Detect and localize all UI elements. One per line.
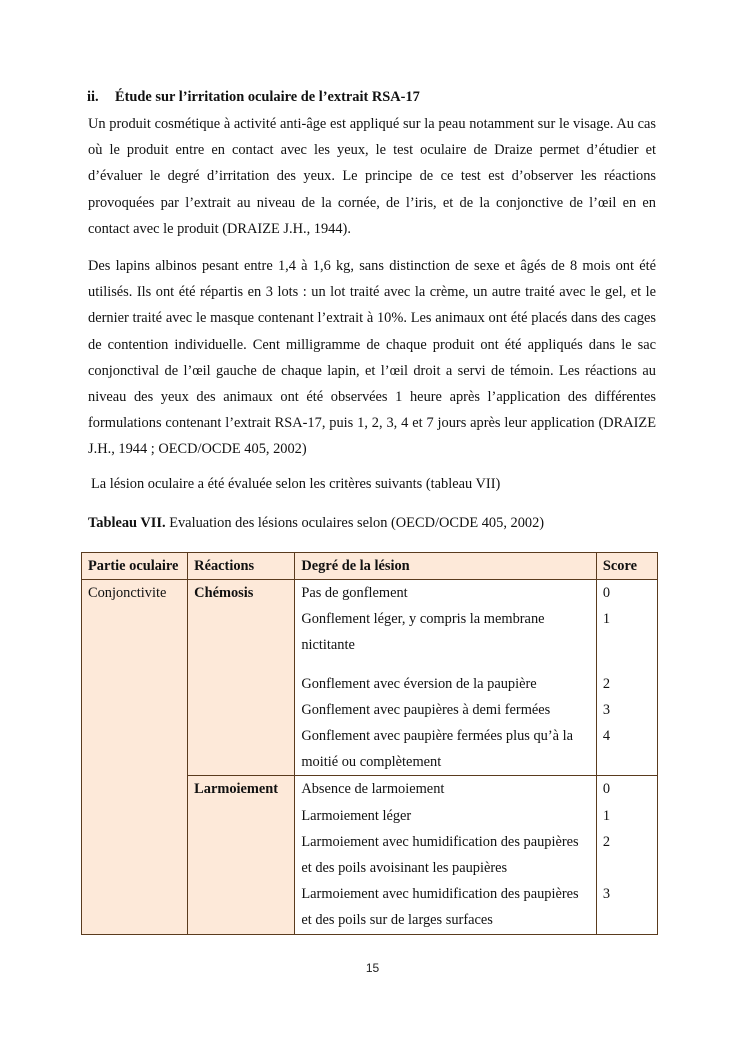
table-row-chemosis bbox=[82, 580, 658, 776]
section-heading bbox=[87, 87, 420, 107]
degree-line: Gonflement léger, y compris la membrane nictitante bbox=[301, 611, 545, 654]
cell-partie-oculaire bbox=[82, 580, 188, 935]
header-degre-lesion: Degré de la lésion bbox=[295, 553, 597, 580]
score-value: 4 bbox=[602, 727, 611, 744]
score-value: 1 bbox=[602, 611, 611, 628]
score-value: 0 bbox=[602, 585, 611, 601]
score-value: 1 bbox=[602, 807, 611, 824]
degree-line: Larmoiement avec humidification des paupières et des poils sur de larges surfaces bbox=[301, 886, 579, 929]
header-score: Score bbox=[596, 553, 657, 580]
score-value: 3 bbox=[602, 886, 611, 903]
degree-line: Gonflement avec paupière fermées plus qu’à la moitié ou complètement bbox=[301, 728, 574, 771]
score-value: 2 bbox=[602, 675, 611, 692]
degree-line: Larmoiement avec humidification des paupières et des poils avoisinant les paupières bbox=[301, 833, 579, 877]
score-value: 3 bbox=[602, 701, 611, 718]
paragraph-intro: Un produit cosmétique à activité anti-âge est appliqué sur la peau notamment sur le visage. Au cas où le produit entre en contact avec les yeux, le test oculaire de Draize permet d’étudier et d’évaluer le degré d’irritation des yeux. Le principe de ce test est d’observer les réactions provoquées par l’extrait au niveau de la cornée, de l’iris, et de la conjonctive de l’œil en en contact avec le produit (DRAIZE J.H., 1944). bbox=[88, 116, 656, 237]
degree-line: Pas de gonflement bbox=[301, 585, 408, 601]
cell-degrees-larmoiement bbox=[295, 776, 597, 934]
cell-reaction-larmoiement bbox=[188, 776, 295, 934]
cell-scores-larmoiement bbox=[596, 776, 657, 934]
reaction-label: Larmoiement bbox=[194, 781, 279, 798]
score-value: 2 bbox=[602, 833, 611, 850]
score-value: 0 bbox=[602, 781, 611, 798]
degree-line: Gonflement avec paupières à demi fermées bbox=[301, 701, 551, 718]
paragraph-method: Des lapins albinos pesant entre 1,4 à 1,6 kg, sans distinction de sexe et âgés de 8 mois ont été utilisés. Ils ont été répartis en 3 lots : un lot traité avec la crème, un autre traité avec le gel, et le dernier traité avec le masque contenant l’extrait à 10%. Les animaux ont été placés dans des cages de contention individuelle. Cent milligramme de chaque produit ont été appliqués dans le sac conjonctival de l’œil gauche de chaque lapin, et l’œil droit a servi de témoin. Les réactions au niveau des yeux des animaux ont été observées 1 heure après l’application des différentes formulations contenant l’extrait RSA-17, puis 1, 2, 3, 4 et 7 jours après leur application (DRAIZE J.H., 1944 ; OECD/OCDE 405, 2002) bbox=[88, 258, 656, 458]
cell-scores-chemosis bbox=[596, 580, 657, 776]
partie-oculaire-value: Conjonctivite bbox=[88, 585, 167, 601]
page-number: 15 bbox=[365, 961, 380, 975]
header-partie-oculaire: Partie oculaire bbox=[82, 553, 188, 580]
degree-line: Absence de larmoiement bbox=[301, 781, 445, 798]
section-number: ii. bbox=[87, 89, 99, 105]
table-caption-text: Evaluation des lésions oculaires selon (OECD/OCDE 405, 2002) bbox=[165, 515, 545, 531]
cell-reaction-chemosis bbox=[188, 580, 295, 776]
table-header-row bbox=[82, 553, 658, 580]
reaction-label: Chémosis bbox=[194, 585, 254, 601]
table-caption-label: Tableau VII. bbox=[88, 515, 166, 531]
table-intro-text: La lésion oculaire a été évaluée selon les critères suivants (tableau VII) bbox=[91, 476, 501, 492]
degree-line: Gonflement avec éversion de la paupière bbox=[301, 675, 537, 692]
lesion-evaluation-table bbox=[81, 552, 658, 935]
section-title: Étude sur l’irritation oculaire de l’extrait RSA-17 bbox=[115, 89, 420, 105]
table-caption bbox=[88, 513, 544, 533]
cell-degrees-chemosis bbox=[295, 580, 597, 776]
header-reactions: Réactions bbox=[188, 553, 295, 580]
degree-line: Larmoiement léger bbox=[301, 807, 412, 824]
